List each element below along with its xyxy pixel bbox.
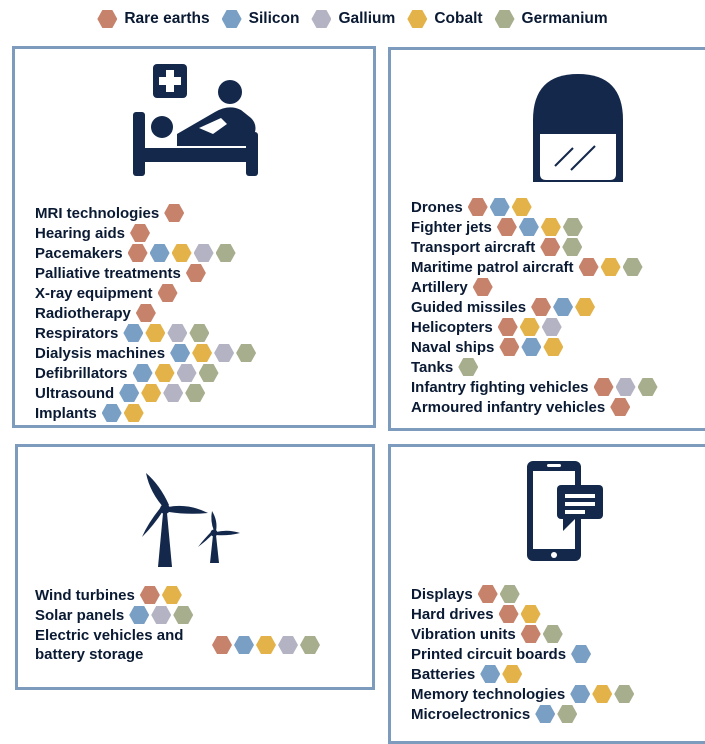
cobalt-hex-icon (512, 198, 532, 216)
cobalt-hex-icon (124, 404, 144, 422)
medical-list (35, 203, 256, 423)
list-item (35, 605, 320, 625)
gallium-hex-icon (278, 636, 298, 654)
item-label: Respirators (35, 324, 119, 342)
silicon-hex-icon (129, 606, 149, 624)
material-hexes (519, 625, 563, 643)
germanium-hex-icon (563, 218, 583, 236)
item-label: MRI technologies (35, 204, 160, 222)
item-label: Batteries (411, 665, 476, 683)
list-item (411, 317, 658, 337)
item-label: Palliative treatments (35, 264, 181, 282)
silicon-hex-icon (234, 636, 254, 654)
germanium-hex-icon (199, 364, 219, 382)
rare-earths-hex-icon (521, 625, 541, 643)
list-item (411, 257, 658, 277)
material-hexes (496, 318, 562, 336)
rare-earths-hex-icon (594, 378, 614, 396)
material-hexes (471, 278, 493, 296)
legend-label: Cobalt (434, 10, 483, 27)
rare-earths-hex-icon (164, 204, 184, 222)
material-hexes (128, 224, 150, 242)
legend-item-rare-earths (97, 10, 209, 28)
list-item (35, 343, 256, 363)
rare-earths-hex-icon (499, 605, 519, 623)
germanium-hex-icon (300, 636, 320, 654)
item-label: Hard drives (411, 605, 494, 623)
item-label: Printed circuit boards (411, 645, 567, 663)
legend-label: Rare earths (124, 10, 210, 27)
item-label: Transport aircraft (411, 238, 536, 256)
material-hexes (156, 284, 178, 302)
material-hexes (126, 244, 236, 262)
material-hexes (592, 378, 658, 396)
germanium-hex-icon (614, 685, 634, 703)
cobalt-hex-icon (192, 344, 212, 362)
list-item (411, 704, 634, 724)
rare-earths-hex-icon (497, 218, 517, 236)
material-hexes (608, 398, 630, 416)
panel-electronics (388, 444, 705, 744)
rare-earths-hex-icon (128, 244, 148, 262)
list-item (411, 217, 658, 237)
rare-earths-hex-icon (186, 264, 206, 282)
legend-label: Silicon (248, 10, 300, 27)
cobalt-hex-icon (520, 318, 540, 336)
item-label: Hearing aids (35, 224, 126, 242)
list-item (411, 664, 634, 684)
rare-earths-hex-icon (212, 636, 232, 654)
material-hexes (478, 665, 522, 683)
rare-earths-hex-icon (97, 10, 117, 28)
wind-turbine-icon (136, 465, 246, 569)
gallium-hex-icon (311, 10, 331, 28)
item-label: Drones (411, 198, 463, 216)
list-item (35, 263, 256, 283)
list-item (35, 363, 256, 383)
rare-earths-hex-icon (498, 318, 518, 336)
cobalt-hex-icon (256, 636, 276, 654)
germanium-hex-icon (216, 244, 236, 262)
legend-label: Germanium (521, 10, 608, 27)
list-item (411, 644, 634, 664)
list-item (411, 277, 658, 297)
cobalt-hex-icon (592, 685, 612, 703)
item-label: Wind turbines (35, 586, 135, 604)
material-hexes (100, 404, 144, 422)
rare-earths-hex-icon (579, 258, 599, 276)
material-hexes (497, 605, 541, 623)
material-hexes (533, 705, 577, 723)
legend-item-gallium (311, 10, 395, 28)
gallium-hex-icon (616, 378, 636, 396)
list-item (35, 223, 256, 243)
germanium-hex-icon (638, 378, 658, 396)
rare-earths-hex-icon (473, 278, 493, 296)
item-label: Defibrillators (35, 364, 128, 382)
electronics-list (411, 584, 634, 724)
smartphone-message-icon (525, 459, 605, 563)
panel-medical (12, 46, 376, 428)
item-label: Pacemakers (35, 244, 123, 262)
item-label: Displays (411, 585, 473, 603)
germanium-hex-icon (495, 10, 515, 28)
item-label: Memory technologies (411, 685, 566, 703)
material-hexes (466, 198, 532, 216)
cobalt-hex-icon (172, 244, 192, 262)
material-hexes (568, 685, 634, 703)
item-label: X-ray equipment (35, 284, 153, 302)
material-hexes (577, 258, 643, 276)
list-item (35, 323, 256, 343)
material-hexes (127, 606, 193, 624)
list-item (35, 283, 256, 303)
legend-item-cobalt (407, 10, 482, 28)
rare-earths-hex-icon (540, 238, 560, 256)
cobalt-hex-icon (145, 324, 165, 342)
rare-earths-hex-icon (130, 224, 150, 242)
silicon-hex-icon (521, 338, 541, 356)
list-item (411, 337, 658, 357)
item-label: Vibration units (411, 625, 516, 643)
legend-item-germanium (495, 10, 608, 28)
silicon-hex-icon (553, 298, 573, 316)
rare-earths-hex-icon (478, 585, 498, 603)
material-hexes (184, 264, 206, 282)
panel-energy (15, 444, 375, 690)
rare-earths-hex-icon (610, 398, 630, 416)
gallium-hex-icon (194, 244, 214, 262)
list-item (411, 297, 658, 317)
rare-earths-hex-icon (136, 304, 156, 322)
gallium-hex-icon (163, 384, 183, 402)
germanium-hex-icon (543, 625, 563, 643)
germanium-hex-icon (173, 606, 193, 624)
cobalt-hex-icon (162, 586, 182, 604)
item-label: Maritime patrol aircraft (411, 258, 574, 276)
silicon-hex-icon (150, 244, 170, 262)
cobalt-hex-icon (575, 298, 595, 316)
silicon-hex-icon (480, 665, 500, 683)
list-item (35, 203, 256, 223)
item-label: Infantry fighting vehicles (411, 378, 589, 396)
germanium-hex-icon (557, 705, 577, 723)
list-item (411, 197, 658, 217)
legend (0, 8, 705, 30)
material-hexes (569, 645, 591, 663)
cobalt-hex-icon (502, 665, 522, 683)
germanium-hex-icon (236, 344, 256, 362)
list-item (411, 584, 634, 604)
item-label: Tanks (411, 358, 454, 376)
item-label: Solar panels (35, 606, 125, 624)
material-hexes (168, 344, 256, 362)
material-hexes (134, 304, 156, 322)
item-label: Radiotherapy (35, 304, 131, 322)
item-label: Naval ships (411, 338, 495, 356)
item-label: Microelectronics (411, 705, 531, 723)
item-label: Ultrasound (35, 384, 115, 402)
cobalt-hex-icon (543, 338, 563, 356)
panel-defence (388, 47, 705, 431)
silicon-hex-icon (490, 198, 510, 216)
list-item (35, 383, 256, 403)
rare-earths-hex-icon (499, 338, 519, 356)
material-hexes (121, 324, 209, 342)
item-label: Helicopters (411, 318, 493, 336)
cobalt-hex-icon (541, 218, 561, 236)
germanium-hex-icon (500, 585, 520, 603)
silicon-hex-icon (519, 218, 539, 236)
material-hexes (529, 298, 595, 316)
item-label: Fighter jets (411, 218, 492, 236)
silicon-hex-icon (119, 384, 139, 402)
list-item (411, 624, 634, 644)
list-item (35, 303, 256, 323)
silicon-hex-icon (535, 705, 555, 723)
rare-earths-hex-icon (468, 198, 488, 216)
list-item (35, 243, 256, 263)
hospital-bed-icon (133, 64, 261, 182)
rare-earths-hex-icon (158, 284, 178, 302)
list-item (411, 357, 658, 377)
list-item (411, 684, 634, 704)
rare-earths-hex-icon (531, 298, 551, 316)
gallium-hex-icon (177, 364, 197, 382)
material-hexes (456, 358, 478, 376)
silicon-hex-icon (170, 344, 190, 362)
cobalt-hex-icon (407, 10, 427, 28)
list-item (411, 377, 658, 397)
item-label: Guided missiles (411, 298, 527, 316)
list-item (35, 625, 320, 665)
list-item (411, 604, 634, 624)
energy-list (35, 585, 320, 665)
item-label: Armoured infantry vehicles (411, 398, 606, 416)
silicon-hex-icon (133, 364, 153, 382)
cobalt-hex-icon (521, 605, 541, 623)
germanium-hex-icon (189, 324, 209, 342)
item-label: Electric vehicles and battery storage (35, 627, 184, 663)
list-item (411, 397, 658, 417)
gallium-hex-icon (167, 324, 187, 342)
gallium-hex-icon (214, 344, 234, 362)
list-item (35, 403, 256, 423)
germanium-hex-icon (185, 384, 205, 402)
material-hexes (131, 364, 219, 382)
germanium-hex-icon (623, 258, 643, 276)
rare-earths-hex-icon (140, 586, 160, 604)
gallium-hex-icon (542, 318, 562, 336)
silicon-hex-icon (571, 645, 591, 663)
defence-list (411, 197, 658, 417)
material-hexes (162, 204, 184, 222)
material-hexes (117, 384, 205, 402)
item-label: Implants (35, 404, 97, 422)
list-item (411, 237, 658, 257)
material-hexes (495, 218, 583, 236)
material-hexes (538, 238, 582, 256)
material-hexes (138, 586, 182, 604)
material-hexes (210, 636, 320, 654)
silicon-hex-icon (123, 324, 143, 342)
list-item (35, 585, 320, 605)
item-label: Artillery (411, 278, 468, 296)
helmet-icon (525, 70, 631, 188)
cobalt-hex-icon (601, 258, 621, 276)
germanium-hex-icon (458, 358, 478, 376)
material-hexes (476, 585, 520, 603)
legend-label: Gallium (338, 10, 396, 27)
material-hexes (497, 338, 563, 356)
item-label: Dialysis machines (35, 344, 166, 362)
silicon-hex-icon (222, 10, 242, 28)
silicon-hex-icon (102, 404, 122, 422)
cobalt-hex-icon (141, 384, 161, 402)
legend-item-silicon (222, 10, 300, 28)
germanium-hex-icon (562, 238, 582, 256)
silicon-hex-icon (570, 685, 590, 703)
cobalt-hex-icon (155, 364, 175, 382)
gallium-hex-icon (151, 606, 171, 624)
